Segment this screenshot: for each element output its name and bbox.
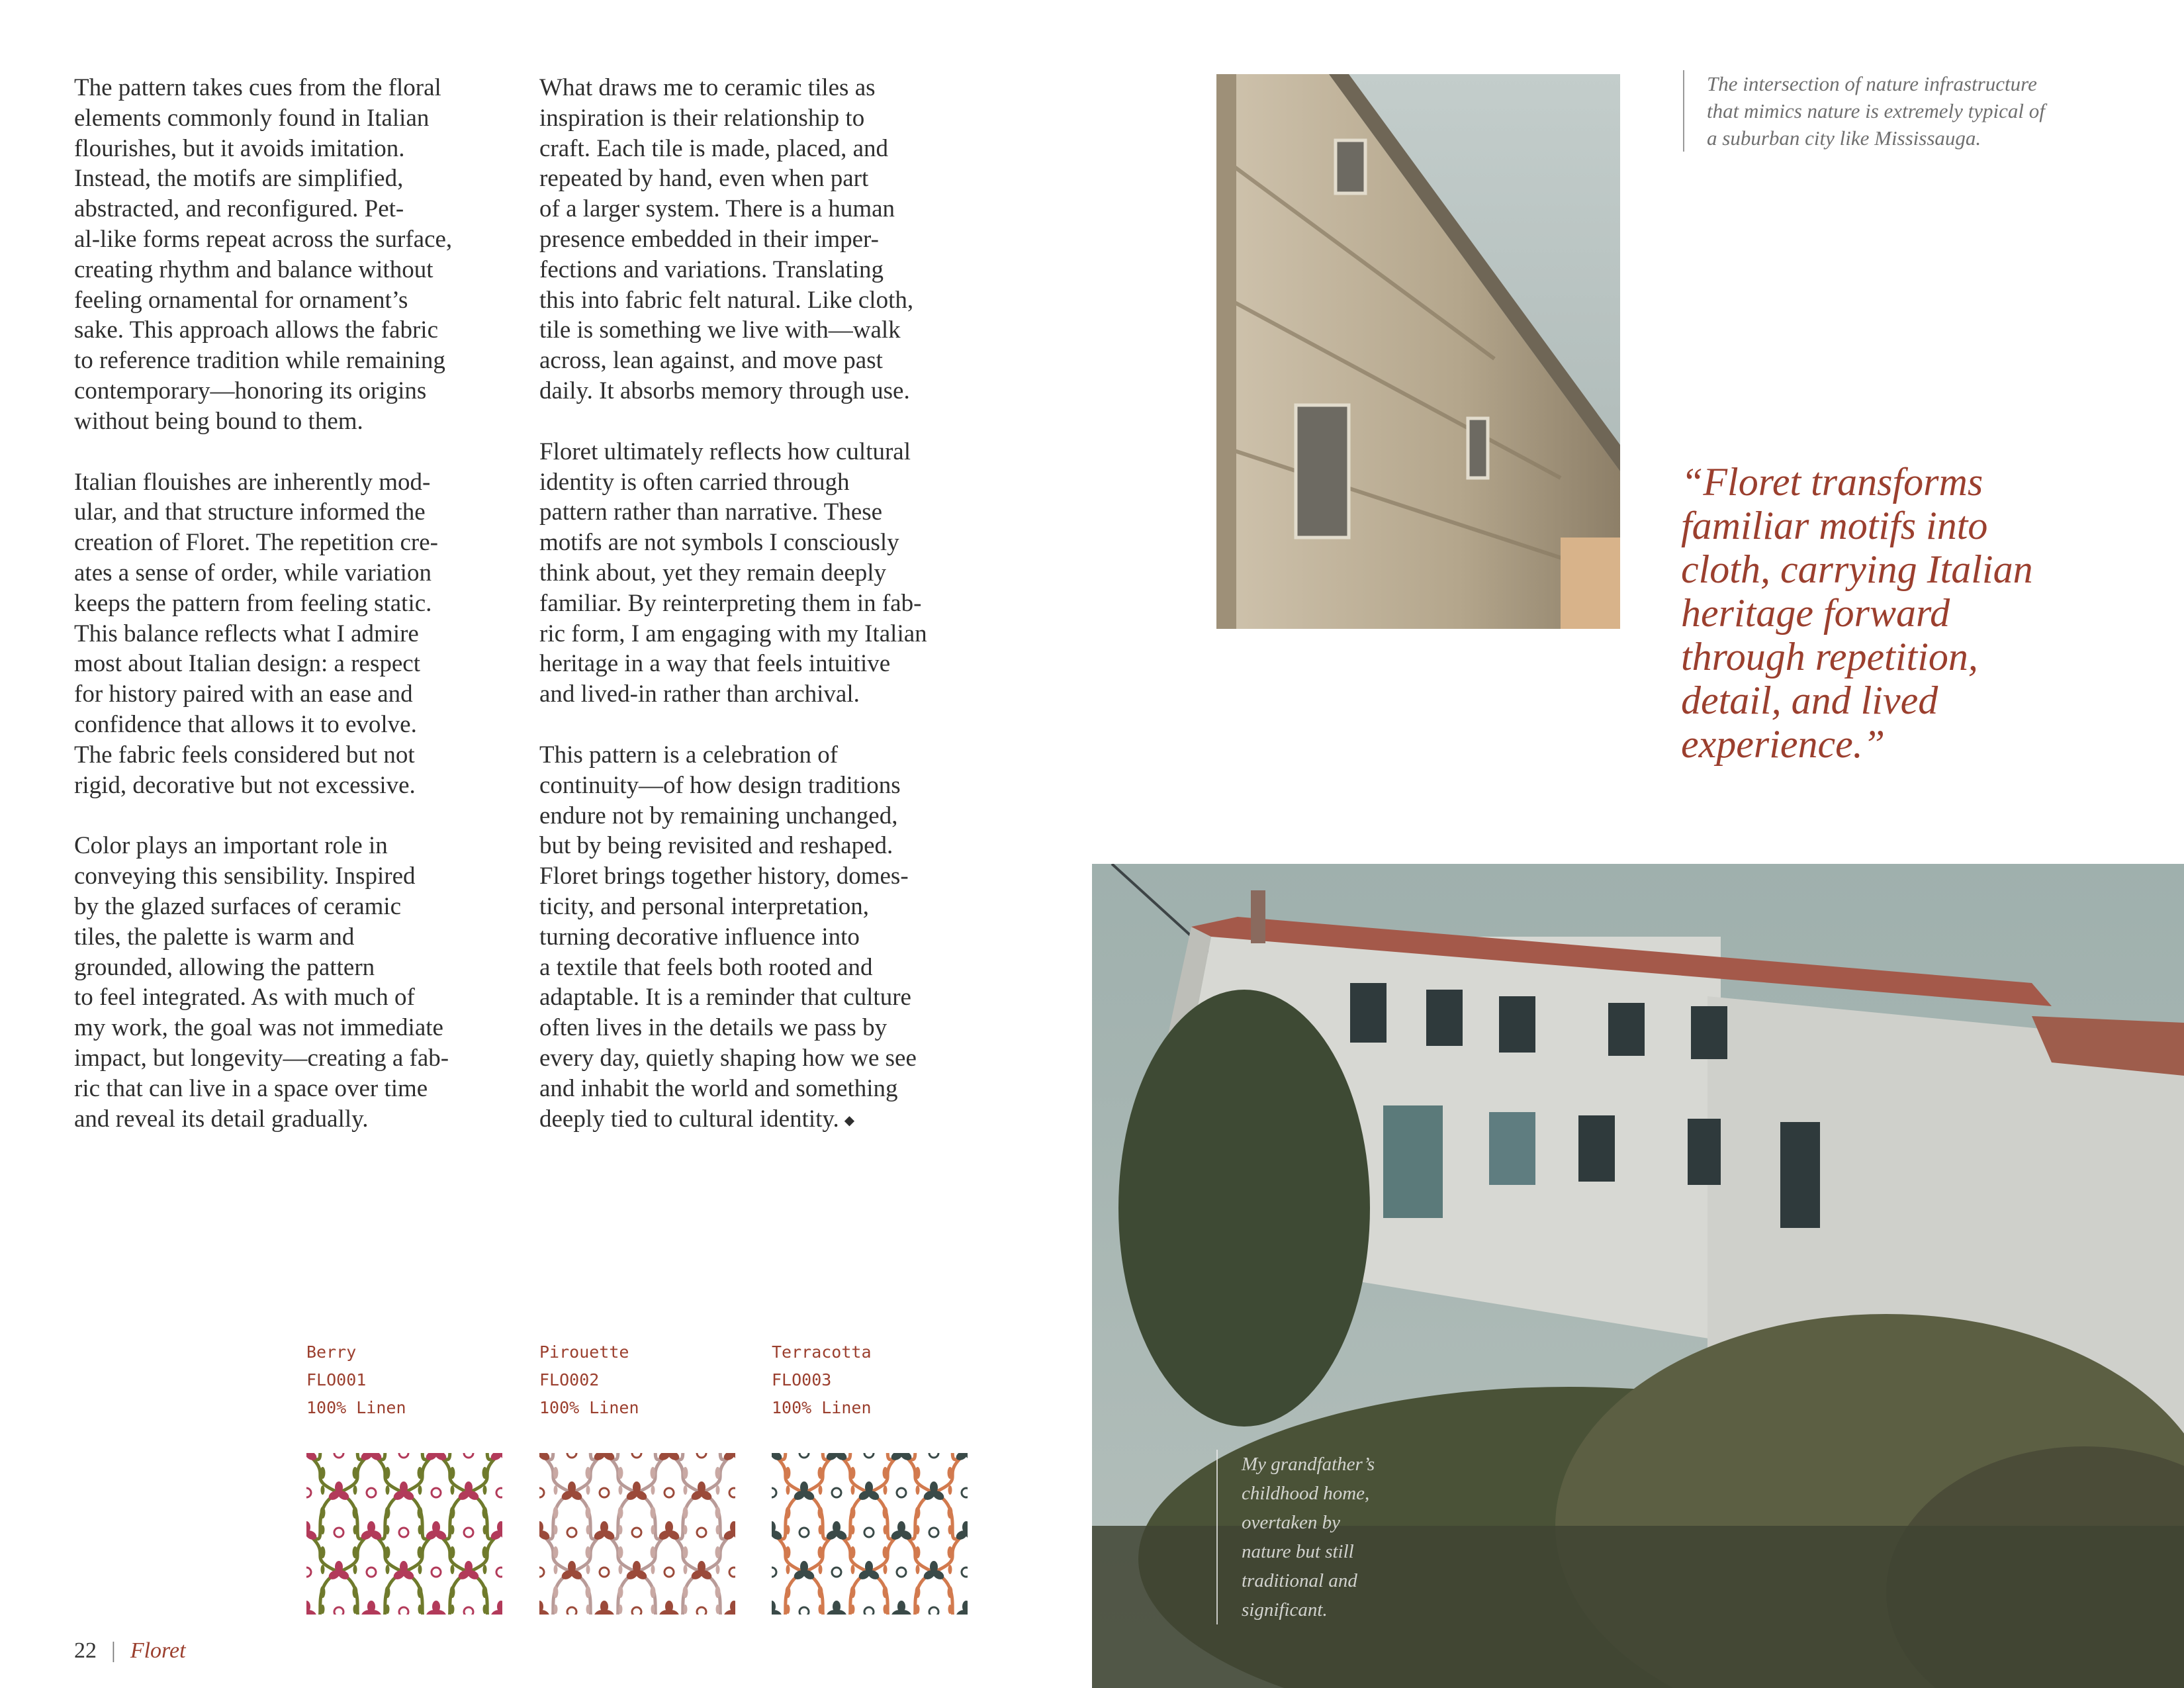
swatch-material: 100% Linen <box>306 1398 406 1417</box>
swatch-name: Berry <box>306 1342 357 1362</box>
swatch-pattern-pirouette <box>539 1453 735 1615</box>
footer-separator: | <box>111 1638 116 1663</box>
paragraph: What draws me to ceramic tiles as inspiration is their relationship to craft. Each tile is made, placed, and repeated by hand, even when part of a larger system. There is a human presence embedded in their imper- fections and variations. Translating this into fabric felt natural. Like cloth, tile is something we live with—walk across, lean against, and move past daily. It absorbs memory through use. <box>539 74 914 404</box>
body-column-1 <box>74 73 511 1164</box>
paragraph-last <box>539 740 976 1136</box>
page-footer <box>74 1638 186 1664</box>
end-mark-icon: ◆ <box>844 1113 855 1128</box>
swatch-label-pirouette <box>539 1338 639 1422</box>
swatch-pattern-berry <box>306 1453 502 1615</box>
photo-caption-top: The intersection of nature infrastructure that mimics nature is extremely typical of a suburban city like Mississauga. <box>1683 70 2183 152</box>
paragraph: Floret ultimately reflects how cultural identity is often carried through pattern rather than narrative. These motifs are not symbols I consciously think about, yet they remain deeply familiar. By reinterpreting them in fab- ric form, I am engaging with my Italian heritage in a way that feels intuitive and lived-in rather than archival. <box>539 438 927 708</box>
swatch-label-terracotta <box>772 1338 872 1422</box>
swatch-code: FLO003 <box>772 1370 832 1389</box>
swatch-material: 100% Linen <box>772 1398 872 1417</box>
house-photo-caption: My grandfather’s childhood home, overtaken by nature but still traditional and significant. <box>1216 1450 1440 1624</box>
swatch-label-berry <box>306 1338 406 1422</box>
swatch-name: Pirouette <box>539 1342 629 1362</box>
swatch-material: 100% Linen <box>539 1398 639 1417</box>
swatch-code: FLO001 <box>306 1370 367 1389</box>
page-number: 22 <box>74 1638 97 1663</box>
paragraph-text: This pattern is a celebration of continuity—of how design traditions endure not by remaining unchanged, but by being revisited and reshaped. Floret brings together history, domes- ticity, and personal interpretation, turning decorative influence into a textile that feels both rooted and adaptable. It is a reminder that culture often lives in the details we pass by every day, quietly shaping how we see and inhabit the world and something deeply tied to cultural identity. <box>539 741 917 1133</box>
swatch-pattern-terracotta <box>772 1453 968 1615</box>
swatch-name: Terracotta <box>772 1342 872 1362</box>
building-photo <box>1216 74 1620 629</box>
swatch-code: FLO002 <box>539 1370 600 1389</box>
paragraph: Italian flouishes are inherently mod- ular, and that structure informed the creation of Floret. The repetition cre- ates a sense of order, while variation keeps the pattern from feeling static. This balance reflects what I admire most about Italian design: a respect for history paired with an ease and confidence that allows it to evolve. The fabric feels considered but not rigid, decorative but not excessive. <box>74 468 438 799</box>
paragraph: Color plays an important role in conveying this sensibility. Inspired by the glazed surfaces of ceramic tiles, the palette is warm and grounded, allowing the pattern to feel integrated. As with much of my work, the goal was not immediate impact, but longevity—creating a fab- ric that can live in a space over time and reveal its detail gradually. <box>74 832 449 1133</box>
paragraph: The pattern takes cues from the floral elements commonly found in Italian flourishes, but it avoids imitation. Instead, the motifs are simplified, abstracted, and reconfigured. Pet- al-like forms repeat across the surface, creating rhythm and balance without feeling ornamental for ornament’s sake. This approach allows the fabric to reference tradition while remaining contemporary—honoring its origins without being bound to them. <box>74 74 453 435</box>
body-column-2 <box>539 73 976 1166</box>
pull-quote: “Floret transforms familiar motifs into cloth, carrying Italian heritage forward through repetition, detail, and lived experience.” <box>1681 460 2033 766</box>
footer-title: Floret <box>130 1638 186 1663</box>
